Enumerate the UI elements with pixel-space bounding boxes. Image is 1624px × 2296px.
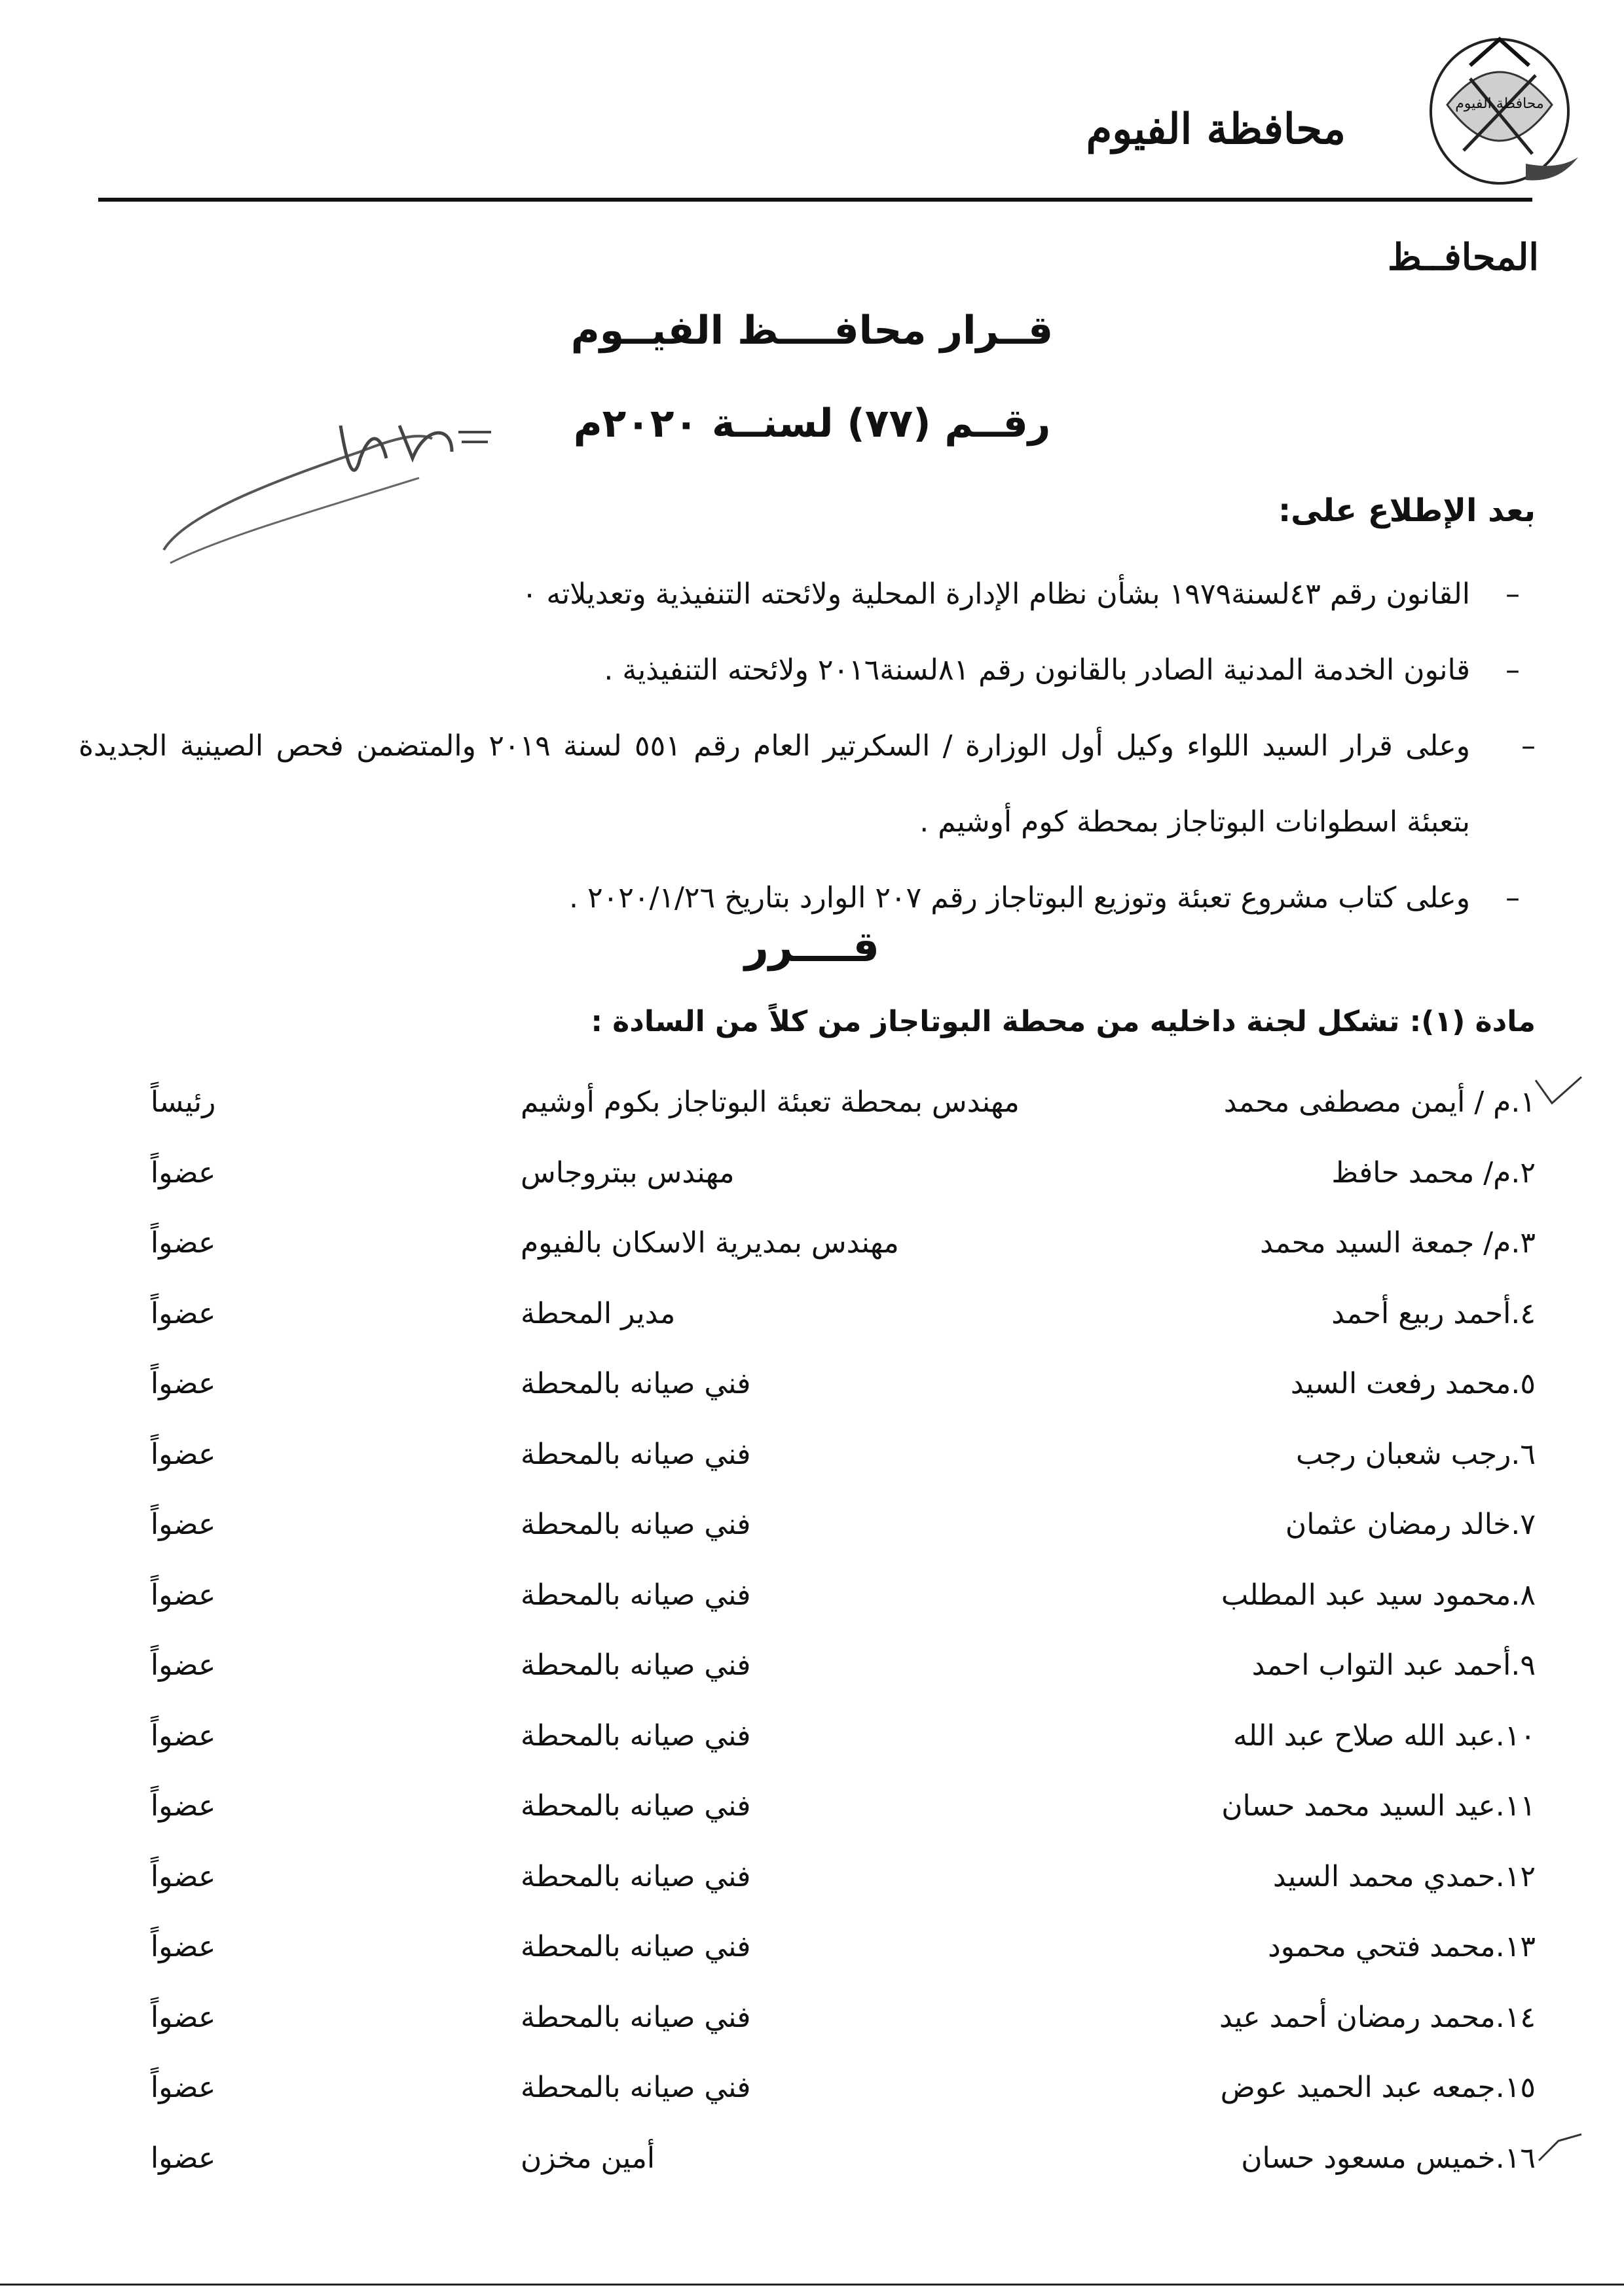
- member-role: رئيساً: [151, 1085, 216, 1120]
- member-row: [151, 1771, 1536, 1842]
- member-row: [151, 2052, 1536, 2123]
- header-divider: [98, 198, 1532, 202]
- member-job: [521, 1789, 1110, 1823]
- member-job: [521, 1578, 1110, 1612]
- scan-edge-line: [0, 2284, 1624, 2286]
- governorate-emblem-icon: [1408, 26, 1591, 190]
- governorate-name: محافظة الفيوم: [1086, 105, 1346, 154]
- member-row: [151, 1912, 1536, 1982]
- recital-text: وعلى قرار السيد اللواء وكيل أول الوزارة / السكرتير العام رقم ٥٥١ لسنة ٢٠١٩ والمتضمن فحص الصينية الجديدة بتعبئة اسطوانات البوتاجاز بمحطة كوم أوشيم .: [79, 729, 1471, 839]
- member-row: [151, 1842, 1536, 1912]
- member-job: [521, 2071, 1110, 2104]
- member-row: [151, 1138, 1536, 1209]
- member-name: ١١.عيد السيد محمد حسان: [1221, 1789, 1536, 1823]
- member-job-text: فني صيانه بالمحطة: [521, 1367, 751, 1401]
- member-name: ١٤.محمد رمضان أحمد عيد: [1219, 2000, 1536, 2034]
- member-role: عضواً: [151, 1578, 216, 1612]
- member-job-text: فني صيانه بالمحطة: [521, 2071, 751, 2105]
- member-job: [521, 1297, 1110, 1330]
- member-role: عضواً: [151, 1156, 216, 1190]
- member-name: ١٦.خميس مسعود حسان: [1241, 2141, 1536, 2175]
- member-role: عضواً: [151, 1437, 216, 1471]
- member-name: ١٢.حمدي محمد السيد: [1272, 1859, 1536, 1893]
- member-job: [521, 1085, 1110, 1119]
- handwritten-signature: [144, 386, 537, 583]
- member-role: عضواً: [151, 1296, 216, 1330]
- member-row: [151, 1208, 1536, 1279]
- preamble-label: بعد الإطلاع على:: [1278, 492, 1536, 529]
- member-job-text: مهندس ببتروجاس: [521, 1156, 735, 1190]
- member-role: عضواً: [151, 1719, 216, 1753]
- member-row: [151, 1630, 1536, 1701]
- member-row: [151, 1067, 1536, 1138]
- member-role: عضواً: [151, 2000, 216, 2034]
- member-job-text: مهندس بمديرية الاسكان بالفيوم: [521, 1226, 899, 1260]
- member-name: ٧.خالد رمضان عثمان: [1285, 1508, 1536, 1542]
- member-job-text: فني صيانه بالمحطة: [521, 1649, 751, 1683]
- member-role: عضواً: [151, 1226, 216, 1260]
- member-name: ١٠.عبد الله صلاح عبد الله: [1232, 1719, 1536, 1753]
- member-role: عضواً: [151, 1859, 216, 1893]
- recitals-list: [79, 556, 1536, 936]
- member-job: [521, 1156, 1110, 1190]
- recital-item: [79, 556, 1536, 632]
- member-row: [151, 1560, 1536, 1631]
- member-job: [521, 1649, 1110, 1682]
- member-name: ٨.محمود سيد عبد المطلب: [1221, 1578, 1536, 1612]
- member-name: ١٥.جمعه عبد الحميد عوض: [1220, 2071, 1536, 2105]
- article-1: مادة (١): تشكل لجنة داخليه من محطة البوتاجاز من كلاً من السادة :: [591, 1005, 1536, 1038]
- dash-bullet: –: [1505, 577, 1520, 611]
- member-role: عضواً: [151, 1367, 216, 1401]
- member-job: [521, 1438, 1110, 1471]
- member-name: ٥.محمد رفعت السيد: [1290, 1367, 1536, 1401]
- member-name: ١.م / أيمن مصطفى محمد: [1223, 1085, 1536, 1120]
- member-job: [521, 1860, 1110, 1893]
- member-job: [521, 1367, 1110, 1400]
- member-name: ١٣.محمد فتحي محمود: [1268, 1930, 1536, 1964]
- member-job-text: فني صيانه بالمحطة: [521, 1437, 751, 1471]
- office-title: المحافــظ: [1388, 236, 1539, 279]
- member-job-text: مدير المحطة: [521, 1296, 676, 1330]
- handwritten-tick-icon: [1532, 2128, 1585, 2167]
- member-job: [521, 1930, 1110, 1963]
- decision-heading: قــــرر: [744, 923, 880, 972]
- member-row: [151, 2123, 1536, 2194]
- member-name: ٦.رجب شعبان رجب: [1296, 1437, 1536, 1471]
- member-job-text: فني صيانه بالمحطة: [521, 1930, 751, 1964]
- member-role: عضواً: [151, 1789, 216, 1823]
- dash-bullet: –: [1505, 881, 1520, 915]
- member-role: عضوا: [151, 2141, 216, 2175]
- handwritten-tick-icon: [1532, 1074, 1585, 1113]
- decree-number: رقــم (٧٧) لسنــة ٢٠٢٠م: [573, 401, 1051, 446]
- member-job: [521, 1508, 1110, 1541]
- member-row: [151, 1419, 1536, 1490]
- member-job: [521, 1226, 1110, 1260]
- recital-item: [79, 708, 1536, 860]
- member-row: [151, 1701, 1536, 1772]
- member-job-text: فني صيانه بالمحطة: [521, 2000, 751, 2034]
- member-row: [151, 1349, 1536, 1419]
- member-job-text: فني صيانه بالمحطة: [521, 1859, 751, 1893]
- member-role: عضواً: [151, 1930, 216, 1964]
- member-job-text: أمين مخزن: [521, 2141, 655, 2175]
- member-job: [521, 1719, 1110, 1753]
- member-job: [521, 2141, 1110, 2175]
- member-row: [151, 1982, 1536, 2053]
- member-name: ٤.أحمد ربيع أحمد: [1331, 1296, 1536, 1330]
- member-job: [521, 2001, 1110, 2034]
- recital-text: القانون رقم ٤٣لسنة١٩٧٩ بشأن نظام الإدارة المحلية ولائحته التنفيذية وتعديلاته ٠: [521, 577, 1470, 611]
- member-name: ٩.أحمد عبد التواب احمد: [1251, 1649, 1536, 1683]
- recital-text: وعلى كتاب مشروع تعبئة وتوزيع البوتاجاز رقم ٢٠٧ الوارد بتاريخ ٢٠٢٠/١/٢٦ .: [569, 881, 1470, 915]
- member-role: عضواً: [151, 2071, 216, 2105]
- decree-title: قــرار محافــــظ الفيــوم: [570, 308, 1054, 354]
- recital-text: قانون الخدمة المدنية الصادر بالقانون رقم ٨١لسنة٢٠١٦ ولائحته التنفيذية .: [604, 653, 1470, 687]
- member-row: [151, 1489, 1536, 1560]
- member-name: ٢.م/ محمد حافظ: [1331, 1156, 1536, 1190]
- member-row: [151, 1279, 1536, 1349]
- recital-item: [79, 632, 1536, 708]
- emblem-text: محافظة الفيوم: [1455, 96, 1544, 112]
- member-role: عضواً: [151, 1508, 216, 1542]
- member-job-text: فني صيانه بالمحطة: [521, 1719, 751, 1753]
- dash-bullet: –: [1521, 729, 1536, 763]
- dash-bullet: –: [1505, 653, 1520, 687]
- member-job-text: فني صيانه بالمحطة: [521, 1508, 751, 1542]
- member-name: ٣.م/ جمعة السيد محمد: [1260, 1226, 1536, 1260]
- members-table: [151, 1067, 1536, 2193]
- member-job-text: فني صيانه بالمحطة: [521, 1789, 751, 1823]
- member-job-text: فني صيانه بالمحطة: [521, 1578, 751, 1612]
- member-role: عضواً: [151, 1649, 216, 1683]
- member-job-text: مهندس بمحطة تعبئة البوتاجاز بكوم أوشيم: [521, 1085, 1020, 1120]
